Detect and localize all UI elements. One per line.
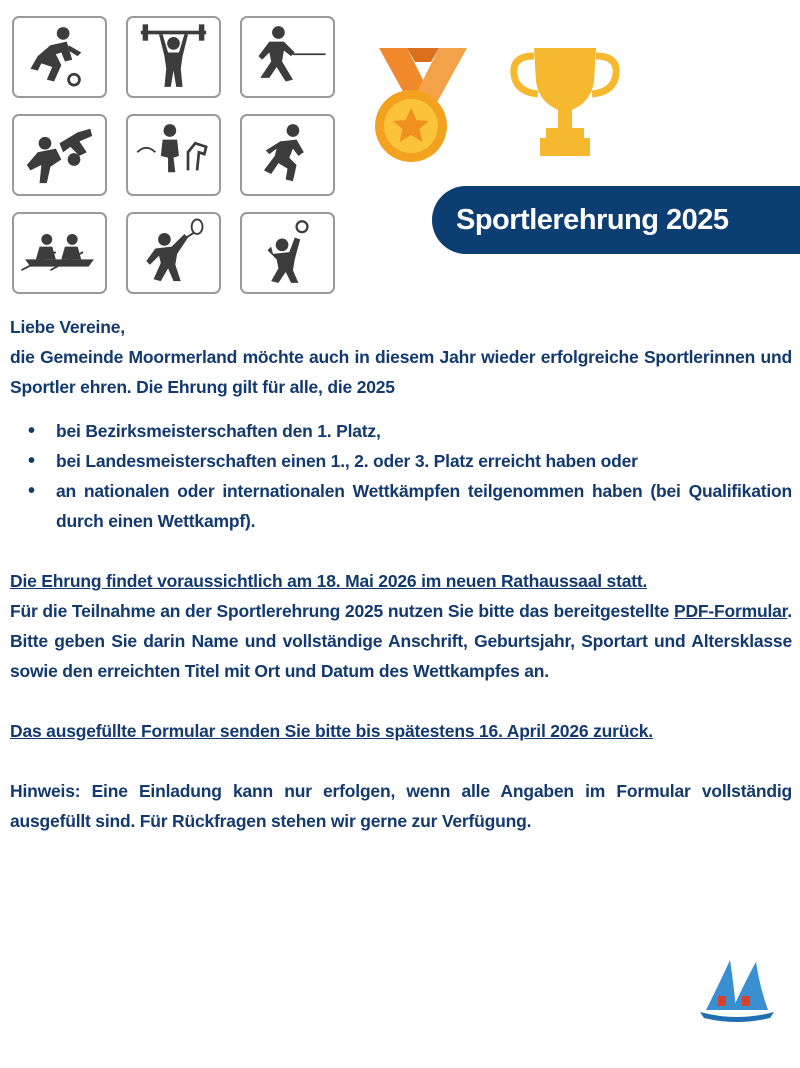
- greeting: Liebe Vereine,: [10, 317, 125, 337]
- trophy-icon: [508, 42, 622, 164]
- weightlifting-icon: [126, 16, 221, 98]
- municipal-logo-icon: [696, 956, 778, 1022]
- equestrian-icon: [126, 114, 221, 196]
- running-icon: [240, 114, 335, 196]
- event-notice: Die Ehrung findet voraussichtlich am 18. Mai 2026 im neuen Rathaussaal statt.: [10, 571, 648, 591]
- list-item: • an nationalen oder internationalen Wettkämpfen teilgenommen haben (bei Qualifikation durch einen Wettkampf).: [10, 476, 792, 536]
- form-text-after: . Bitte geben Sie darin Name und vollständige Anschrift, Geburtsjahr, Sportart und Altersklasse sowie den erreichten Titel mit Ort und Datum des Wettkampfes an.: [10, 601, 792, 681]
- fencing-icon: [240, 16, 335, 98]
- page-title: Sportlerehrung 2025: [456, 203, 729, 236]
- badminton-icon: [126, 212, 221, 294]
- list-item: • bei Bezirksmeisterschaften den 1. Platz,: [10, 416, 792, 446]
- sport-icons-grid: [12, 16, 336, 299]
- form-text-before: Für die Teilnahme an der Sportlerehrung 2025 nutzen Sie bitte das bereitgestellte: [10, 601, 675, 621]
- hint-paragraph: Hinweis: Eine Einladung kann nur erfolgen, wenn alle Angaben im Formular vollständig ausgefüllt sind. Für Rückfragen stehen wir gerne zur Verfügung.: [10, 781, 792, 831]
- title-banner: [432, 186, 800, 254]
- list-item: • bei Landesmeisterschaften einen 1., 2. oder 3. Platz erreicht haben oder: [10, 446, 792, 476]
- volleyball-icon: [240, 212, 335, 294]
- rowing-icon: [12, 212, 107, 294]
- medal-icon: [367, 40, 479, 168]
- deadline-notice: Das ausgefüllte Formular senden Sie bitte bis spätestens 16. April 2026 zurück.: [10, 721, 653, 741]
- pdf-form-link[interactable]: PDF-Formular: [674, 601, 788, 621]
- football-player-icon: [12, 16, 107, 98]
- criteria-list: [10, 416, 792, 536]
- judo-icon: [12, 114, 107, 196]
- form-instructions: [10, 596, 792, 686]
- intro-paragraph: die Gemeinde Moormerland möchte auch in diesem Jahr wieder erfolgreiche Sportlerinnen und Sportler ehren. Die Ehrung gilt für alle, die 2025: [10, 347, 792, 397]
- letter-body: [10, 312, 792, 836]
